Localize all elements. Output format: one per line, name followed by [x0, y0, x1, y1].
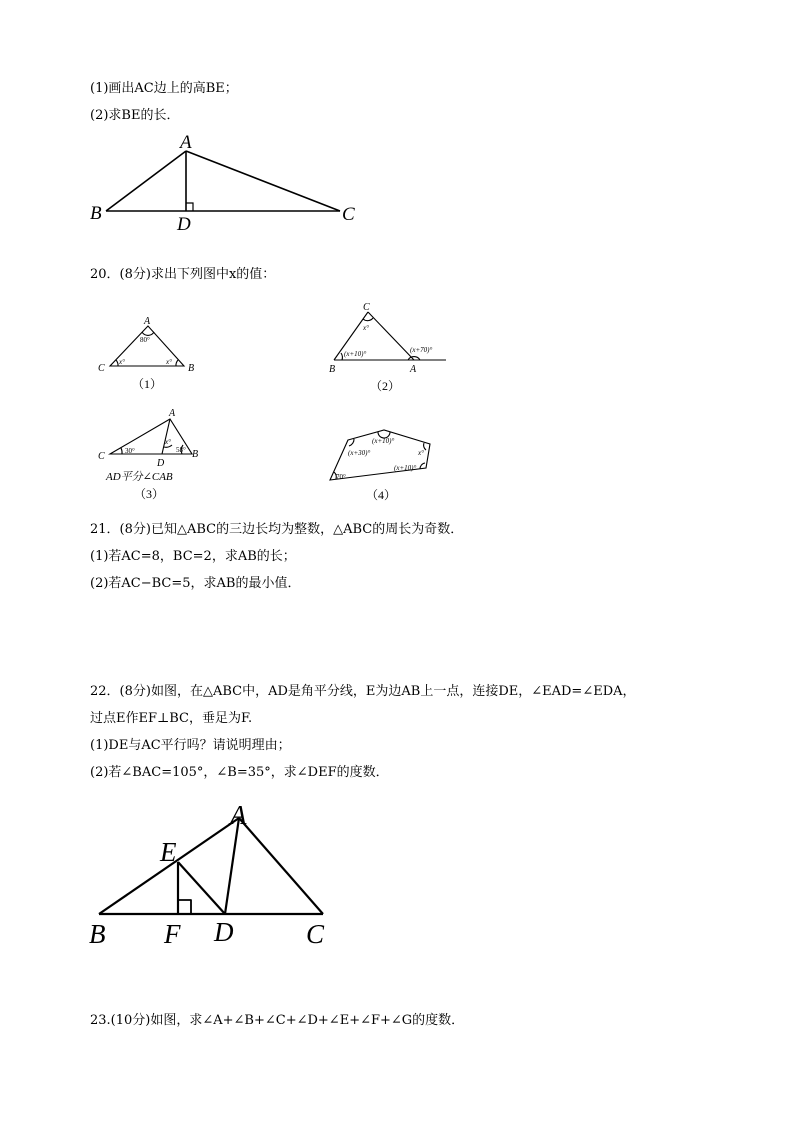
fig3-angle-c: 30°	[125, 447, 135, 455]
q19-figure	[80, 128, 380, 238]
q22-part2: (2)若∠BAC=105°，∠B=35°，求∠DEF的度数．	[90, 765, 389, 780]
q22-label-e: E	[160, 837, 177, 867]
q19-label-b: B	[90, 203, 102, 224]
q20-figure-3	[92, 405, 212, 505]
q22-label-a: A	[230, 800, 247, 830]
q21-stem: 21．(8分)已知△ABC的三边长均为整数，△ABC的周长为奇数．	[90, 522, 464, 537]
q21-part2: (2)若AC−BC=5，求AB的最小值．	[90, 576, 301, 591]
fig3-caption: （3）	[134, 487, 165, 501]
q22-label-b: B	[89, 919, 106, 949]
fig4-angle-top: (x+10)°	[372, 437, 395, 445]
q19-part1: (1)画出AC边上的高BE；	[90, 81, 238, 96]
fig1-label-b: B	[188, 363, 195, 374]
fig1-angle-a: 80°	[140, 336, 150, 344]
q22-figure	[85, 790, 345, 955]
fig2-label-a: A	[410, 364, 417, 375]
fig3-label-c: C	[98, 451, 105, 462]
q22-part1: (1)DE与AC平行吗？请说明理由；	[90, 738, 291, 753]
fig4-angle-left: (x+30)°	[348, 449, 371, 457]
q22-label-f: F	[164, 919, 181, 949]
fig2-angle-ext: (x+70)°	[410, 346, 433, 354]
q20-stem: 20．(8分)求出下列图中x的值：	[90, 267, 276, 282]
q20-figure-4	[322, 410, 442, 505]
fig1-angle-b: x°	[166, 358, 172, 366]
fig4-caption: （4）	[366, 488, 397, 502]
q19-label-c: C	[342, 204, 355, 225]
fig3-label-b: B	[192, 449, 199, 460]
q22-stem-line2: 过点E作EF⊥BC，垂足为F.	[90, 711, 253, 726]
fig1-label-c: C	[98, 363, 105, 374]
fig2-label-b: B	[329, 364, 336, 375]
q20-figure-1	[92, 312, 212, 392]
q22-label-d: D	[214, 917, 234, 947]
fig3-label-a: A	[169, 408, 176, 419]
fig3-angle-b: 58°	[176, 446, 186, 454]
fig4-angle-br: (x+10)°	[394, 464, 417, 472]
fig3-label-d: D	[157, 458, 165, 469]
q22-label-c: C	[306, 919, 325, 949]
fig4-angle-bl: 70°	[336, 473, 346, 481]
fig2-angle-c: x°	[363, 324, 369, 332]
q19-label-a: A	[180, 132, 192, 153]
fig3-note: AD平分∠CAB	[106, 471, 173, 483]
q19-part2: (2)求BE的长．	[90, 108, 180, 123]
q21-part1: (1)若AC=8，BC=2，求AB的长；	[90, 549, 296, 564]
q20-figure-2	[326, 298, 456, 393]
fig2-label-c: C	[363, 302, 370, 313]
q22-stem-line1: 22．(8分)如图，在△ABC中，AD是角平分线，E为边AB上一点，连接DE，∠EAD=∠EDA，	[90, 684, 636, 699]
q19-label-d: D	[177, 214, 191, 235]
q23-stem: 23.(10分)如图，求∠A+∠B+∠C+∠D+∠E+∠F+∠G的度数．	[90, 1013, 465, 1028]
fig3-angle-x: x°	[165, 438, 171, 446]
fig4-angle-right: x°	[418, 449, 424, 457]
fig2-caption: （2）	[370, 379, 401, 393]
fig1-caption: （1）	[132, 377, 163, 391]
fig1-angle-c: x°	[119, 358, 125, 366]
fig2-angle-b: (x+10)°	[344, 350, 367, 358]
fig1-label-a: A	[144, 316, 151, 327]
